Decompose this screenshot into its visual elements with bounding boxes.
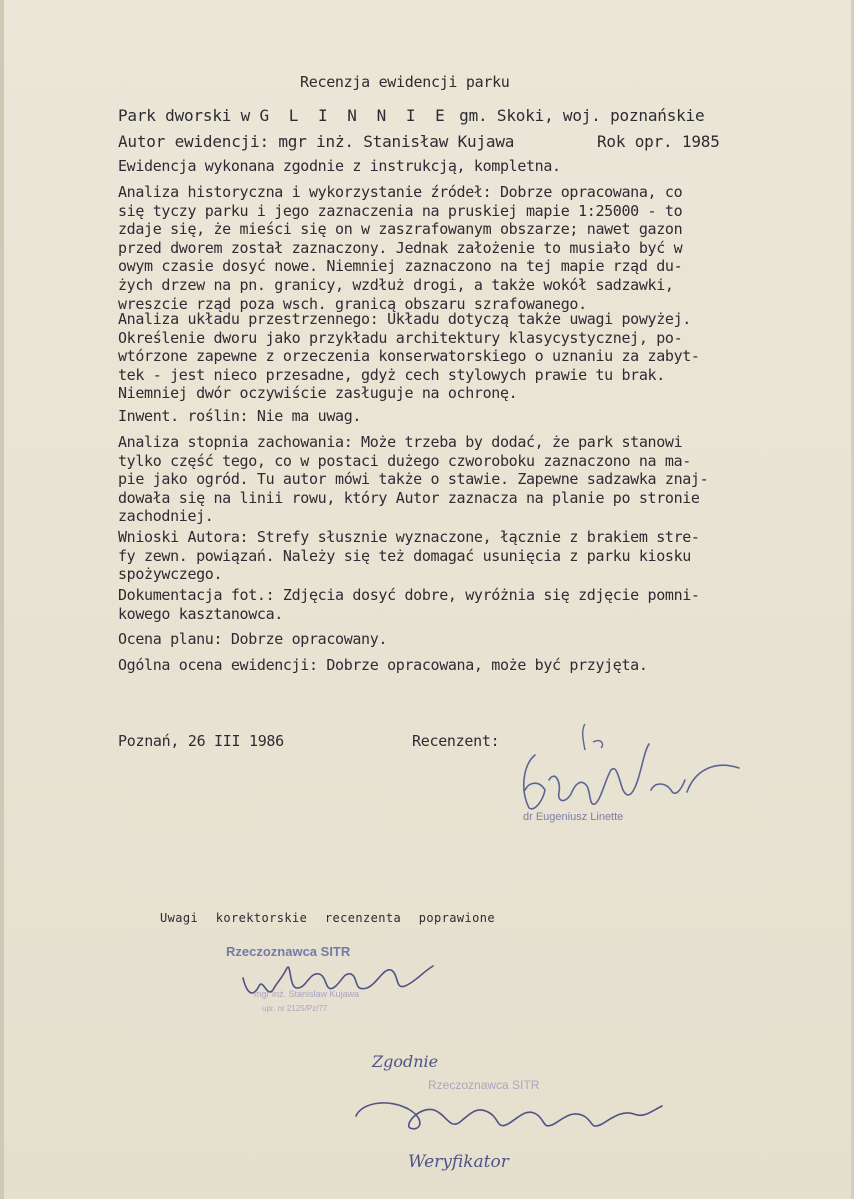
year-line: Rok opr. 1985 xyxy=(597,132,720,151)
text-line: fy zewn. powiązań. Należy się też domagać usunięcia z parku kiosku xyxy=(118,546,691,565)
author-stamp-name: mgr inż. Stanisław Kujawa xyxy=(254,989,360,999)
text-line: Ogólna ocena ewidencji: Dobrze opracowana, może być przyjęta. xyxy=(118,656,648,674)
verifier-stamp-title: Rzeczoznawca SITR xyxy=(428,1078,540,1092)
document-title: Recenzja ewidencji parku xyxy=(300,73,510,91)
paragraph-completeness xyxy=(118,157,818,176)
text-line: przed dworem został zaznaczony. Jednak założenie to musiało być w xyxy=(118,238,683,257)
paragraph-historical-analysis xyxy=(118,183,818,313)
text-line: dowała się na linii rowu, który Autor zaznacza na planie po stronie xyxy=(118,488,700,507)
author-stamp-number: upr. nr 2125/Pz/77 xyxy=(262,1004,328,1013)
paragraph-photo-documentation xyxy=(118,586,818,623)
paragraph-preservation-analysis xyxy=(118,433,818,526)
text-line: się tyczy parku i jego zaznaczenia na pruskiej mapie 1:25000 - to xyxy=(118,201,683,220)
text-line: Analiza stopnia zachowania: Może trzeba by dodać, że park stanowi xyxy=(118,433,683,451)
reviewer-stamp: dr Eugeniusz Linette xyxy=(523,811,624,823)
verifier-handwritten-title: Weryfikator xyxy=(408,1152,509,1172)
paragraph-plan-evaluation xyxy=(118,630,818,649)
paragraph-plant-inventory xyxy=(118,407,818,426)
text-line: Analiza układu przestrzennego: Układu dotyczą także uwagi powyżej. xyxy=(118,310,691,328)
corrections-note: Uwagi korektorskie recenzenta poprawione xyxy=(160,911,495,925)
park-place: G L I N N I E xyxy=(259,106,450,125)
text-line: Ocena planu: Dobrze opracowany. xyxy=(118,630,388,648)
park-line xyxy=(118,106,704,125)
place-date: Poznań, 26 III 1986 xyxy=(118,732,284,750)
text-line: owym czasie dosyć nowe. Niemniej zaznaczono na tej mapie rząd du- xyxy=(118,257,683,276)
text-line: zachodniej. xyxy=(118,507,214,526)
text-line: pie jako ogród. Tu autor mówi także o stawie. Zapewne sadzawka znaj- xyxy=(118,470,709,489)
text-line: kowego kasztanowca. xyxy=(118,604,283,623)
text-line: Dokumentacja fot.: Zdjęcia dosyć dobre, wyróżnia się zdjęcie pomni- xyxy=(118,586,700,604)
verifier-signature xyxy=(350,1092,670,1142)
text-line: Inwent. roślin: Nie ma uwag. xyxy=(118,407,362,425)
paragraph-spatial-analysis xyxy=(118,310,818,403)
text-line: Niemniej dwór oczywiście zasługuje na ochronę. xyxy=(118,384,518,403)
text-line: wtórzone zapewne z orzeczenia konserwatorskiego o uznaniu za zabyt- xyxy=(118,347,700,366)
text-line: żych drzew na pn. granicy, wzdłuż drogi, a także wokół sadzawki, xyxy=(118,275,674,294)
paragraph-overall-evaluation xyxy=(118,656,818,675)
author-stamp-title: Rzeczoznawca SITR xyxy=(226,944,351,959)
author-line: Autor ewidencji: mgr inż. Stanisław Kujawa xyxy=(118,132,515,151)
text-line: wreszcie rząd poza wsch. granicą obszaru szrafowanego. xyxy=(118,294,587,313)
text-line: Wnioski Autora: Strefy słusznie wyznaczone, łącznie z brakiem stre- xyxy=(118,528,700,546)
text-line: Analiza historyczna i wykorzystanie źródeł: Dobrze opracowana, co xyxy=(118,183,683,201)
text-line: tek - jest nieco przesadne, gdyż cech stylowych prawie tu brak. xyxy=(118,365,665,384)
verifier-handwritten-agreement: Zgodnie xyxy=(372,1052,439,1071)
text-line: zdaje się, że mieści się on w zaszrafowanym obszarze; nawet gazon xyxy=(118,220,683,239)
text-line: Ewidencja wykonana zgodnie z instrukcją, kompletna. xyxy=(118,157,561,175)
page-edge-left xyxy=(0,0,4,1199)
text-line: tylko część tego, co w postaci dużego czworoboku zaznaczono na ma- xyxy=(118,451,691,470)
park-prefix: Park dworski w xyxy=(118,106,251,125)
text-line: spożywczego. xyxy=(118,565,223,584)
reviewer-label: Recenzent: xyxy=(412,732,500,750)
text-line: Określenie dworu jako przykładu architektury klasycystycznej, po- xyxy=(118,328,683,347)
park-suffix: gm. Skoki, woj. poznańskie xyxy=(459,106,705,125)
paragraph-author-conclusions xyxy=(118,528,818,584)
